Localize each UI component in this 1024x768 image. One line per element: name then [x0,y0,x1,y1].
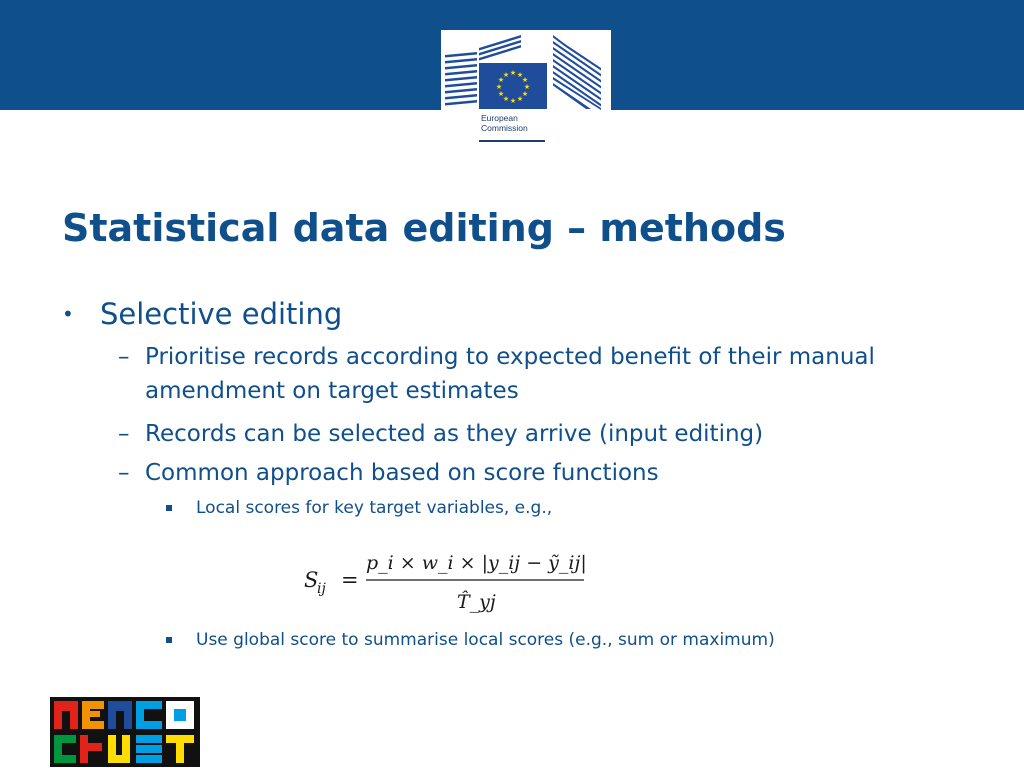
logo-text-line2: Commission [481,123,528,133]
subsub-bullet-text: Local scores for key target variables, e.g., [196,498,553,518]
svg-text:★: ★ [509,69,517,77]
formula-numerator: p_i × w_i × |y_ij − ỹ_ij| [366,552,587,574]
sub-bullet-text: Records can be selected as they arrive (input editing) [145,421,764,447]
european-commission-logo [441,30,611,145]
sub-bullet-input-editing [118,417,968,451]
svg-text:★: ★ [502,95,510,103]
subsub-bullet-text: Use global score to summarise local scores (e.g., sum or maximum) [196,630,775,650]
svg-text:★: ★ [497,76,505,84]
sub-bullet-prioritise [118,340,968,408]
svg-text:★: ★ [523,83,531,91]
svg-text:★: ★ [495,83,503,91]
formula-denominator: T̂_yj [457,591,496,613]
svg-text:★: ★ [521,90,529,98]
svg-text:★: ★ [509,97,517,105]
meme-best-logo [50,697,200,767]
sub-bullet-text: Common approach based on score functions [145,460,659,486]
bullet-text: Selective editing [100,297,343,331]
sub-bullet-score-functions [118,456,968,490]
logo-text-line1: European [481,113,518,123]
svg-text:★: ★ [502,71,510,79]
dash-icon: – [118,344,130,370]
svg-text:★: ★ [516,71,524,79]
logo-underline [479,140,545,142]
dash-icon: – [118,460,130,486]
logo-wordmark [481,113,528,133]
formula-equals: = [341,568,359,592]
square-bullet-icon [166,505,172,511]
dash-icon: – [118,421,130,447]
svg-text:★: ★ [521,76,529,84]
square-bullet-icon [166,637,172,643]
formula-lhs: S [304,568,319,592]
slide-title: Statistical data editing – methods [62,206,786,250]
svg-text:★: ★ [516,95,524,103]
formula-lhs-sub: ij [317,581,326,597]
sub-bullet-text: Prioritise records according to expected benefit of their manual amendment on target estimates [145,344,875,404]
score-formula [300,538,600,626]
bullet-dot-icon: • [62,302,74,326]
svg-text:★: ★ [497,90,505,98]
